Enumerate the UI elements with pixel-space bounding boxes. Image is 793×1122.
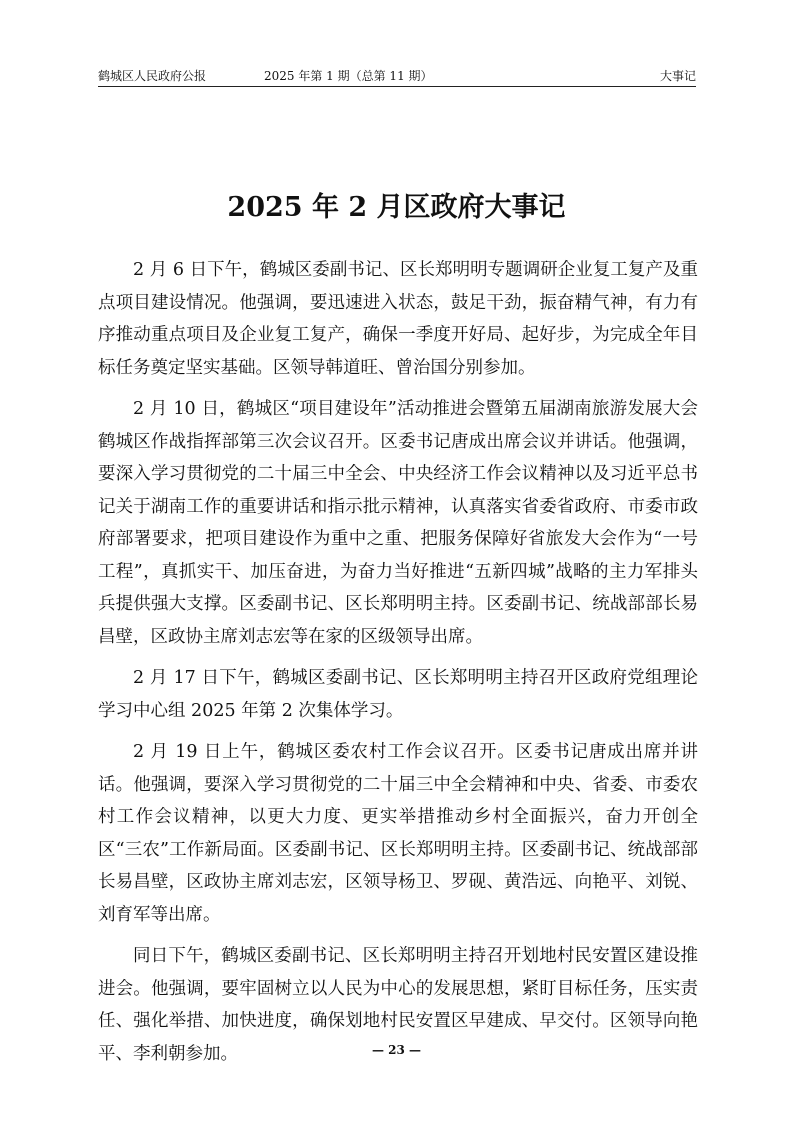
paragraph-feb-19-morning: 2 月 19 日上午，鹤城区委农村工作会议召开。区委书记唐成出席并讲话。他强调，要深入学习贯彻党的二十届三中全会精神和中央、省委、市委农村工作会议精神，以更大力度、更实举措推动乡村全面振兴，奋力开创全区“三农”工作新局面。区委副书记、区长郑明明主持。区委副书记、统战部部长易昌壁，区政协主席刘志宏，区领导杨卫、罗砚、黄浩远、向艳平、刘锐、刘育军等出席。 bbox=[98, 742, 698, 925]
page-number: — 23 — bbox=[371, 1043, 422, 1057]
paragraph-feb-10: 2 月 10 日，鹤城区“项目建设年”活动推进会暨第五届湖南旅游发展大会鹤城区作战指挥部第三次会议召开。区委书记唐成出席会议并讲话。他强调，要深入学习贯彻党的二十届三中全会、中央经济工作会议精神以及习近平总书记关于湖南工作的重要讲话和指示批示精神，认真落实省委省政府、市委市政府部署要求，把项目建设作为重中之重、把服务保障好省旅发大会作为“一号工程”，真抓实干、加压奋进，为奋力当好推进“五新四城”战略的主力军排头兵提供强大支撑。区委副书记、区长郑明明主持。区委副书记、统战部部长易昌壁，区政协主席刘志宏等在家的区级领导出席。 bbox=[98, 399, 698, 647]
section-name: 大事记 bbox=[659, 69, 696, 83]
article-body bbox=[98, 254, 698, 1079]
paragraph-feb-19-afternoon: 同日下午，鹤城区委副书记、区长郑明明主持召开划地村民安置区建设推进会。他强调，要牢固树立以人民为中心的发展思想，紧盯目标任务，压实责任、强化举措、加快进度，确保划地村民安置区早建成、早交付。区领导向艳平、李利朝参加。 bbox=[98, 946, 698, 1064]
paragraph-feb-6: 2 月 6 日下午，鹤城区委副书记、区长郑明明专题调研企业复工复产及重点项目建设情况。他强调，要迅速进入状态，鼓足干劲，振奋精气神，有力有序推动重点项目及企业复工复产，确保一季度开好局、起好步，为完成全年目标任务奠定坚实基础。区领导韩道旺、曾治国分别参加。 bbox=[98, 260, 698, 378]
paragraph-feb-17: 2 月 17 日下午，鹤城区委副书记、区长郑明明主持召开区政府党组理论学习中心组 2025 年第 2 次集体学习。 bbox=[98, 668, 698, 721]
page-title: 2025 年 2 月区政府大事记 bbox=[227, 192, 566, 224]
publication-name: 鹤城区人民政府公报 bbox=[98, 69, 207, 83]
issue-number: 2025 年第 1 期（总第 11 期） bbox=[264, 69, 433, 83]
running-header bbox=[98, 66, 696, 87]
